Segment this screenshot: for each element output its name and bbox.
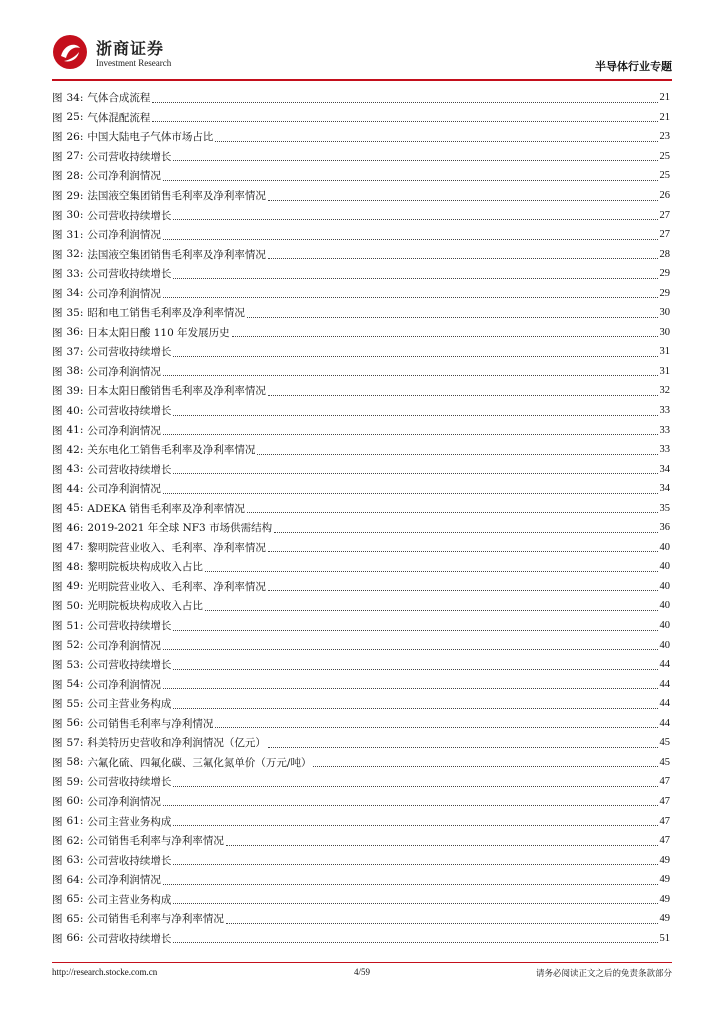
toc-entry-number: 58: bbox=[66, 756, 84, 769]
toc-entry-title: 公司主营业务构成 bbox=[87, 698, 172, 711]
toc-entry-label: 图 bbox=[52, 913, 63, 926]
footer-url[interactable]: http://research.stocke.com.cn bbox=[52, 967, 158, 977]
toc-entry[interactable] bbox=[52, 459, 670, 479]
toc-dot-leader bbox=[163, 648, 658, 650]
toc-entry[interactable] bbox=[52, 674, 670, 694]
toc-entry-page: 34 bbox=[659, 483, 670, 495]
toc-entry-title: 昭和电工销售毛利率及净利率情况 bbox=[87, 307, 245, 320]
toc-entry-title: 公司营收持续增长 bbox=[87, 620, 172, 633]
toc-entry-page: 47 bbox=[659, 776, 670, 788]
toc-entry-number: 49: bbox=[66, 580, 84, 593]
toc-entry-title: 公司营收持续增长 bbox=[87, 346, 172, 359]
toc-entry-page: 32 bbox=[659, 385, 670, 397]
toc-entry-label: 图 bbox=[52, 620, 63, 633]
toc-entry[interactable] bbox=[52, 889, 670, 909]
toc-entry-number: 36: bbox=[66, 326, 84, 339]
toc-entry[interactable] bbox=[52, 714, 670, 734]
toc-entry-number: 44: bbox=[66, 482, 84, 495]
toc-entry-label: 图 bbox=[52, 639, 63, 652]
toc-dot-leader bbox=[247, 511, 658, 513]
toc-entry-label: 图 bbox=[52, 463, 63, 476]
toc-entry-label: 图 bbox=[52, 717, 63, 730]
toc-dot-leader bbox=[215, 140, 657, 142]
toc-entry-page: 30 bbox=[659, 307, 670, 319]
toc-entry[interactable] bbox=[52, 733, 670, 753]
toc-entry[interactable] bbox=[52, 440, 670, 460]
toc-entry-title: 黎明院板块构成收入占比 bbox=[87, 561, 203, 574]
toc-dot-leader bbox=[257, 453, 657, 455]
toc-dot-leader bbox=[173, 355, 657, 357]
toc-entry-page: 47 bbox=[659, 835, 670, 847]
toc-entry-number: 29: bbox=[66, 189, 84, 202]
toc-entry-title: 公司净利润情况 bbox=[87, 170, 161, 183]
toc-entry[interactable] bbox=[52, 850, 670, 870]
toc-entry-label: 图 bbox=[52, 229, 63, 242]
toc-entry-title: ADEKA 销售毛利率及净利率情况 bbox=[87, 502, 245, 515]
toc-entry-number: 55: bbox=[66, 697, 84, 710]
toc-entry[interactable] bbox=[52, 772, 670, 792]
toc-entry-number: 61: bbox=[66, 815, 84, 827]
toc-entry-title: 公司净利润情况 bbox=[87, 229, 161, 242]
toc-entry[interactable] bbox=[52, 283, 670, 303]
toc-entry-number: 27: bbox=[66, 150, 84, 163]
toc-entry-label: 图 bbox=[52, 150, 63, 163]
toc-entry-page: 23 bbox=[659, 131, 670, 143]
toc-entry-number: 53: bbox=[66, 658, 84, 671]
toc-entry-title: 日本太阳日酸销售毛利率及净利率情况 bbox=[87, 385, 266, 398]
toc-dot-leader bbox=[173, 629, 657, 631]
toc-entry-number: 66: bbox=[66, 932, 84, 945]
toc-entry-page: 44 bbox=[659, 659, 670, 671]
toc-entry-number: 32: bbox=[66, 248, 84, 261]
toc-entry-label: 图 bbox=[52, 737, 63, 750]
toc-dot-leader bbox=[173, 863, 657, 865]
toc-entry-label: 图 bbox=[52, 932, 63, 945]
toc-entry-page: 35 bbox=[659, 502, 670, 514]
toc-entry[interactable] bbox=[52, 909, 670, 929]
toc-dot-leader bbox=[163, 374, 658, 376]
toc-dot-leader bbox=[173, 785, 657, 787]
toc-entry-number: 48: bbox=[66, 560, 84, 573]
toc-dot-leader bbox=[247, 316, 658, 318]
toc-entry-number: 57: bbox=[66, 736, 84, 749]
toc-entry-label: 图 bbox=[52, 326, 63, 339]
logo-text-cn: 浙商证券 bbox=[96, 39, 165, 58]
toc-entry-page: 40 bbox=[659, 620, 670, 632]
toc-entry-label: 图 bbox=[52, 502, 63, 515]
toc-entry-number: 65: bbox=[66, 893, 84, 906]
toc-entry-page: 28 bbox=[659, 248, 670, 260]
toc-entry-page: 29 bbox=[659, 268, 670, 280]
toc-dot-leader bbox=[268, 550, 658, 552]
toc-dot-leader bbox=[268, 199, 658, 201]
toc-entry-title: 气体混配流程 bbox=[87, 111, 151, 124]
toc-entry-label: 图 bbox=[52, 190, 63, 202]
toc-entry-title: 光明院营业收入、毛利率、净利率情况 bbox=[87, 580, 266, 593]
toc-entry[interactable] bbox=[52, 694, 670, 714]
toc-entry-title: 公司营收持续增长 bbox=[87, 405, 172, 418]
toc-entry-label: 图 bbox=[52, 405, 63, 418]
toc-entry-number: 54: bbox=[66, 678, 84, 691]
toc-entry-number: 51: bbox=[66, 619, 84, 632]
toc-entry[interactable] bbox=[52, 303, 670, 323]
toc-entry-label: 图 bbox=[52, 268, 63, 281]
toc-dot-leader bbox=[163, 687, 658, 689]
toc-entry-page: 33 bbox=[659, 424, 670, 436]
toc-entry-label: 图 bbox=[52, 111, 63, 124]
toc-dot-leader bbox=[163, 433, 658, 435]
header-divider bbox=[52, 79, 672, 81]
toc-entry[interactable] bbox=[52, 323, 670, 343]
toc-entry-page: 47 bbox=[659, 795, 670, 807]
toc-entry-page: 30 bbox=[659, 326, 670, 338]
toc-entry[interactable] bbox=[52, 244, 670, 264]
toc-entry-label: 图 bbox=[52, 444, 63, 457]
toc-entry[interactable] bbox=[52, 811, 670, 831]
toc-entry-number: 39: bbox=[66, 384, 84, 397]
toc-entry-page: 44 bbox=[659, 678, 670, 690]
toc-entry-page: 36 bbox=[659, 522, 670, 534]
toc-entry-label: 图 bbox=[52, 248, 63, 261]
toc-entry[interactable] bbox=[52, 655, 670, 675]
toc-dot-leader bbox=[173, 668, 657, 670]
toc-entry-label: 图 bbox=[52, 835, 63, 848]
toc-entry[interactable] bbox=[52, 557, 670, 577]
toc-entry-label: 图 bbox=[52, 756, 63, 769]
toc-entry-title: 公司净利润情况 bbox=[87, 365, 161, 378]
toc-entry-label: 图 bbox=[52, 131, 63, 144]
toc-entry-title: 公司主营业务构成 bbox=[87, 815, 172, 828]
toc-entry-label: 图 bbox=[52, 776, 63, 789]
toc-entry-number: 31: bbox=[66, 228, 84, 241]
toc-entry[interactable] bbox=[52, 596, 670, 616]
toc-entry-number: 59: bbox=[66, 775, 84, 788]
toc-entry-page: 51 bbox=[659, 932, 670, 944]
toc-entry-title: 公司营收持续增长 bbox=[87, 209, 172, 222]
toc-entry-label: 图 bbox=[52, 365, 63, 378]
toc-entry-number: 41: bbox=[66, 424, 84, 437]
toc-entry[interactable] bbox=[52, 205, 670, 225]
toc-entry-number: 47: bbox=[66, 541, 84, 554]
toc-dot-leader bbox=[163, 238, 658, 240]
toc-entry-label: 图 bbox=[52, 522, 63, 535]
toc-dot-leader bbox=[232, 335, 658, 337]
toc-dot-leader bbox=[163, 179, 658, 181]
toc-entry[interactable] bbox=[52, 870, 670, 890]
toc-entry[interactable] bbox=[52, 342, 670, 362]
toc-dot-leader bbox=[274, 531, 657, 533]
toc-entry-number: 52: bbox=[66, 639, 84, 652]
toc-entry-number: 64: bbox=[66, 873, 84, 886]
toc-entry-number: 60: bbox=[66, 795, 84, 808]
toc-entry[interactable] bbox=[52, 479, 670, 499]
toc-entry-number: 56: bbox=[66, 717, 84, 730]
toc-entry-title: 公司净利润情况 bbox=[87, 287, 161, 300]
toc-entry-page: 49 bbox=[659, 874, 670, 886]
footer-page-number: 4/59 bbox=[353, 967, 370, 977]
toc-entry[interactable] bbox=[52, 88, 670, 108]
toc-entry-label: 图 bbox=[52, 893, 63, 906]
toc-entry[interactable] bbox=[52, 518, 670, 538]
toc-entry-number: 26: bbox=[66, 130, 84, 143]
toc-entry-page: 31 bbox=[659, 346, 670, 358]
toc-dot-leader bbox=[163, 883, 658, 885]
toc-dot-leader bbox=[173, 159, 657, 161]
toc-entry-title: 公司营收持续增长 bbox=[87, 776, 172, 789]
toc-entry-title: 公司净利润情况 bbox=[87, 795, 161, 808]
toc-entry-page: 40 bbox=[659, 541, 670, 553]
toc-entry-page: 40 bbox=[659, 600, 670, 612]
toc-entry-title: 气体合成流程 bbox=[87, 92, 151, 105]
toc-entry-title: 黎明院营业收入、毛利率、净利率情况 bbox=[87, 541, 266, 554]
toc-entry[interactable] bbox=[52, 362, 670, 382]
toc-entry-label: 图 bbox=[52, 874, 63, 887]
toc-entry-page: 47 bbox=[659, 815, 670, 827]
toc-entry-page: 31 bbox=[659, 365, 670, 377]
toc-dot-leader bbox=[163, 296, 658, 298]
toc-entry-title: 公司净利润情况 bbox=[87, 639, 161, 652]
footer-divider bbox=[52, 962, 672, 963]
report-title: 半导体行业专题 bbox=[595, 60, 672, 73]
toc-entry-label: 图 bbox=[52, 561, 63, 574]
toc-dot-leader bbox=[205, 609, 658, 611]
toc-entry[interactable] bbox=[52, 616, 670, 636]
toc-entry-title: 科美特历史营收和净利润情况（亿元） bbox=[87, 737, 266, 750]
figure-list bbox=[52, 88, 670, 948]
toc-entry-title: 公司销售毛利率与净利情况 bbox=[87, 717, 214, 730]
toc-entry-page: 33 bbox=[659, 444, 670, 456]
toc-entry[interactable] bbox=[52, 225, 670, 245]
page-header bbox=[52, 28, 672, 78]
toc-dot-leader bbox=[173, 218, 657, 220]
toc-entry-number: 46: bbox=[66, 521, 84, 534]
toc-entry[interactable] bbox=[52, 186, 670, 206]
toc-entry-number: 50: bbox=[66, 599, 84, 612]
toc-entry-number: 28: bbox=[66, 169, 84, 182]
toc-entry-number: 43: bbox=[66, 463, 84, 476]
toc-entry-page: 49 bbox=[659, 893, 670, 905]
toc-entry-label: 图 bbox=[52, 287, 63, 300]
toc-entry-number: 40: bbox=[66, 404, 84, 417]
toc-entry-page: 21 bbox=[659, 111, 670, 123]
toc-entry-label: 图 bbox=[52, 346, 63, 359]
toc-entry-title: 公司营收持续增长 bbox=[87, 932, 172, 945]
toc-entry[interactable] bbox=[52, 498, 670, 518]
toc-entry-title: 公司销售毛利率与净利率情况 bbox=[87, 913, 224, 926]
toc-entry-page: 25 bbox=[659, 150, 670, 162]
toc-entry-label: 图 bbox=[52, 541, 63, 554]
toc-entry[interactable] bbox=[52, 127, 670, 147]
toc-entry[interactable] bbox=[52, 147, 670, 167]
toc-entry-number: 65: bbox=[66, 912, 84, 925]
toc-entry[interactable] bbox=[52, 831, 670, 851]
toc-entry-number: 37: bbox=[66, 345, 84, 358]
toc-entry-number: 38: bbox=[66, 365, 84, 378]
toc-entry-title: 关东电化工销售毛利率及净利率情况 bbox=[87, 444, 256, 457]
toc-entry-page: 49 bbox=[659, 913, 670, 925]
toc-dot-leader bbox=[268, 589, 658, 591]
toc-entry[interactable] bbox=[52, 792, 670, 812]
toc-entry-page: 40 bbox=[659, 580, 670, 592]
toc-entry-page: 45 bbox=[659, 756, 670, 768]
toc-entry-title: 公司营收持续增长 bbox=[87, 463, 172, 476]
toc-entry-page: 40 bbox=[659, 561, 670, 573]
toc-entry-label: 图 bbox=[52, 92, 63, 105]
toc-entry-number: 63: bbox=[66, 854, 84, 867]
toc-dot-leader bbox=[163, 804, 658, 806]
toc-entry-number: 25: bbox=[66, 111, 84, 124]
toc-entry-number: 34: bbox=[66, 91, 84, 104]
toc-dot-leader bbox=[215, 726, 657, 728]
toc-entry-page: 29 bbox=[659, 287, 670, 299]
toc-entry-number: 45: bbox=[66, 502, 84, 515]
toc-entry[interactable] bbox=[52, 753, 670, 773]
toc-entry-title: 2019-2021 年全球 NF3 市场供需结构 bbox=[87, 522, 273, 535]
toc-entry-label: 图 bbox=[52, 659, 63, 672]
toc-dot-leader bbox=[173, 941, 657, 943]
toc-entry[interactable] bbox=[52, 166, 670, 186]
toc-entry-page: 44 bbox=[659, 717, 670, 729]
toc-entry-label: 图 bbox=[52, 600, 63, 613]
toc-entry-number: 33: bbox=[66, 267, 84, 280]
toc-dot-leader bbox=[226, 922, 658, 924]
toc-entry-title: 公司营收持续增长 bbox=[87, 150, 172, 163]
toc-entry-title: 六氟化硫、四氟化碳、三氟化氮单价（万元/吨） bbox=[87, 756, 312, 769]
toc-entry-page: 27 bbox=[659, 209, 670, 221]
toc-entry[interactable] bbox=[52, 264, 670, 284]
toc-entry-page: 26 bbox=[659, 190, 670, 201]
toc-entry-label: 图 bbox=[52, 170, 63, 183]
toc-entry-label: 图 bbox=[52, 307, 63, 320]
footer-disclaimer: 请务必阅读正文之后的免责条款部分 bbox=[535, 969, 672, 979]
toc-dot-leader bbox=[152, 120, 657, 122]
toc-entry-title: 公司主营业务构成 bbox=[87, 893, 172, 906]
logo-text-en: Investment Research bbox=[96, 58, 172, 68]
toc-dot-leader bbox=[173, 472, 657, 474]
toc-entry-title: 中国大陆电子气体市场占比 bbox=[87, 131, 214, 144]
toc-entry-page: 33 bbox=[659, 405, 670, 417]
toc-entry-title: 法国液空集团销售毛利率及净利率情况 bbox=[87, 190, 266, 202]
toc-entry-title: 公司净利润情况 bbox=[87, 874, 161, 887]
toc-entry-title: 公司营收持续增长 bbox=[87, 854, 172, 867]
toc-entry-title: 法国液空集团销售毛利率及净利率情况 bbox=[87, 248, 266, 261]
toc-entry-number: 34: bbox=[66, 287, 84, 300]
toc-entry-label: 图 bbox=[52, 209, 63, 222]
toc-entry-page: 49 bbox=[659, 854, 670, 866]
toc-entry-number: 30: bbox=[66, 209, 84, 222]
toc-entry-label: 图 bbox=[52, 795, 63, 808]
toc-entry-label: 图 bbox=[52, 580, 63, 593]
toc-entry-title: 公司净利润情况 bbox=[87, 483, 161, 496]
toc-dot-leader bbox=[173, 824, 657, 826]
toc-dot-leader bbox=[173, 414, 657, 416]
zheshang-logo-icon bbox=[52, 34, 88, 70]
toc-entry-title: 公司营收持续增长 bbox=[87, 659, 172, 672]
toc-entry-label: 图 bbox=[52, 483, 63, 496]
toc-dot-leader bbox=[205, 570, 658, 572]
toc-entry[interactable] bbox=[52, 108, 670, 128]
toc-dot-leader bbox=[268, 746, 658, 748]
toc-entry-page: 25 bbox=[659, 170, 670, 182]
toc-entry[interactable] bbox=[52, 577, 670, 597]
toc-entry-number: 35: bbox=[66, 306, 84, 319]
toc-entry[interactable] bbox=[52, 929, 670, 949]
toc-entry-page: 40 bbox=[659, 639, 670, 651]
toc-entry[interactable] bbox=[52, 538, 670, 558]
toc-entry[interactable] bbox=[52, 401, 670, 421]
toc-entry-page: 45 bbox=[659, 737, 670, 749]
toc-entry-page: 27 bbox=[659, 229, 670, 241]
toc-dot-leader bbox=[173, 707, 657, 709]
toc-entry-number: 62: bbox=[66, 834, 84, 847]
toc-dot-leader bbox=[268, 257, 658, 259]
toc-entry[interactable] bbox=[52, 381, 670, 401]
toc-entry-number: 42: bbox=[66, 443, 84, 456]
toc-dot-leader bbox=[226, 844, 658, 846]
toc-entry-title: 公司营收持续增长 bbox=[87, 268, 172, 281]
toc-entry-title: 公司销售毛利率与净利率情况 bbox=[87, 835, 224, 848]
toc-entry[interactable] bbox=[52, 420, 670, 440]
toc-entry-page: 21 bbox=[659, 92, 670, 104]
toc-dot-leader bbox=[173, 902, 657, 904]
toc-entry-title: 公司净利润情况 bbox=[87, 678, 161, 691]
page-footer bbox=[52, 967, 672, 983]
toc-entry-label: 图 bbox=[52, 385, 63, 398]
toc-dot-leader bbox=[152, 101, 657, 103]
toc-entry-label: 图 bbox=[52, 678, 63, 691]
toc-entry-label: 图 bbox=[52, 698, 63, 711]
toc-entry-page: 34 bbox=[659, 463, 670, 475]
toc-dot-leader bbox=[173, 277, 657, 279]
toc-entry[interactable] bbox=[52, 635, 670, 655]
toc-dot-leader bbox=[163, 492, 658, 494]
toc-entry-title: 光明院板块构成收入占比 bbox=[87, 600, 203, 613]
toc-entry-title: 公司净利润情况 bbox=[87, 424, 161, 437]
toc-entry-label: 图 bbox=[52, 424, 63, 437]
toc-entry-page: 44 bbox=[659, 698, 670, 710]
toc-entry-label: 图 bbox=[52, 854, 63, 867]
toc-dot-leader bbox=[313, 765, 657, 767]
toc-entry-title: 日本太阳日酸 110 年发展历史 bbox=[87, 326, 230, 339]
toc-entry-label: 图 bbox=[52, 815, 63, 828]
toc-dot-leader bbox=[268, 394, 658, 396]
